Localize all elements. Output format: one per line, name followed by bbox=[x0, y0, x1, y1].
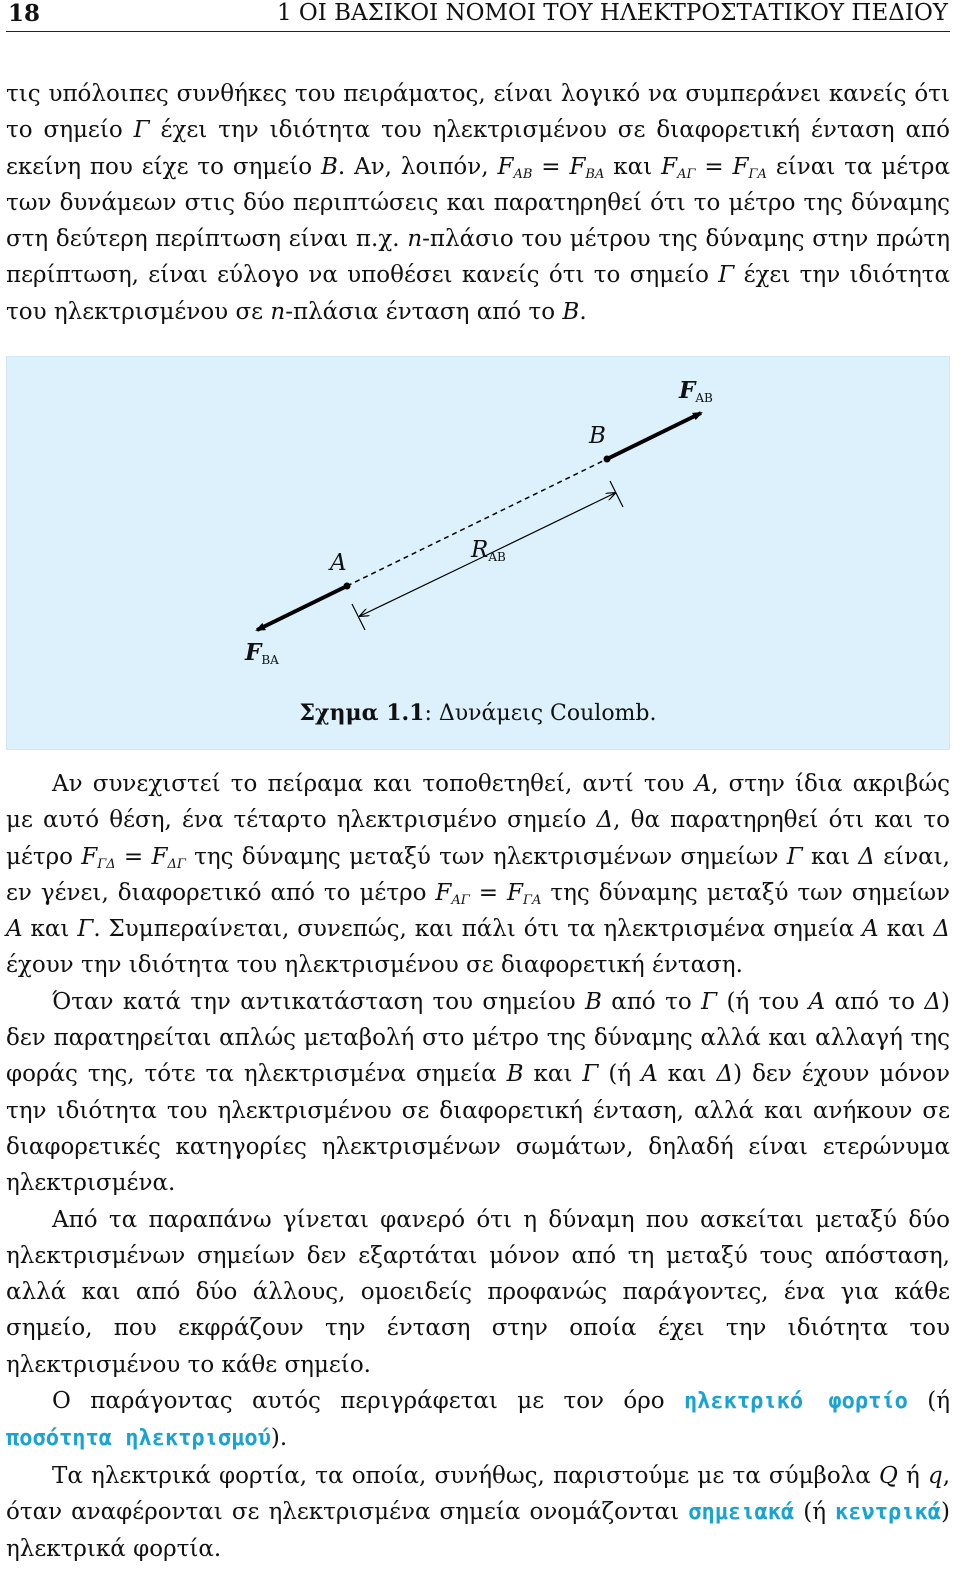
body-text-top bbox=[6, 76, 950, 330]
dashed-line-ab bbox=[347, 459, 607, 586]
page-number: 18 bbox=[8, 0, 41, 27]
label-force-ba: $F_{BA}$ bbox=[245, 639, 279, 667]
paragraph-2: Αν συνεχιστεί το πείραμα και τοποθετηθεί, αντί του A, στην ίδια ακριβώς με αυτό θέση, ένα τέταρτο ηλεκτρισμένο σημείο Δ, θα παρατηρηθεί ότι και το μέτρο $F_{\Gamma\Delta} = F_{\Delta\Gamma}$ της δύναμης μεταξύ των ηλεκτρισμένων σημείων Γ και Δ είναι, εν γένει, διαφορετικό από το μέτρο $F_{A\Gamma} = F_{\Gamma A}$ της δύναμης μεταξύ των σημείων A και Γ. Συμπεραίνεται, συνεπώς, και πάλι ότι τα ηλεκτρισμένα σημεία A και Δ έχουν την ιδιότητα του ηλεκτρισμένου σε διαφορετική ένταση. bbox=[6, 771, 951, 979]
label-point-b: B bbox=[589, 423, 606, 449]
dim-line-rab-2 bbox=[360, 555, 487, 616]
paragraph-5: Ο παράγοντας αυτός περιγράφεται με τον όρο ηλεκτρικό φορτίο (ή ποσότητα ηλεκτρισμού). bbox=[6, 1388, 950, 1452]
term-quantity-of-electricity: ποσότητα ηλεκτρισμού bbox=[6, 1426, 271, 1452]
point-a bbox=[344, 583, 351, 590]
chapter-title: 1 ΟΙ ΒΑΣΙΚΟΙ ΝΟΜΟΙ ΤΟΥ ΗΛΕΚΤΡΟΣΤΑΤΙΚΟΥ ΠΕΔΙΟΥ bbox=[276, 0, 948, 26]
force-arrow-fab bbox=[607, 413, 701, 459]
dim-tick-a bbox=[352, 604, 365, 630]
body-text-bottom bbox=[6, 766, 950, 1568]
term-central-charges: κεντρικά bbox=[835, 1499, 942, 1525]
paragraph-1: τις υπόλοιπες συνθήκες του πειράματος, είναι λογικό να συμπεράνει κανείς ότι το σημείο Γ έχει την ιδιότητα του ηλεκτρισμένου σε διαφορετική ένταση από εκείνη που είχε το σημείο B. Αν, λοιπόν, $F_{AB} = F_{BA}$ και $F_{A\Gamma} = F_{\Gamma A}$ είναι τα μέτρα των δυνάμεων στις δύο περιπτώσεις και παρατηρηθεί ότι το μέτρο της δύναμης στη δεύτερη περίπτωση είναι π.χ. n-πλάσιο του μέτρου της δύναμης στην πρώτη περίπτωση, είναι εύλογο να υποθέσει κανείς ότι το σημείο Γ έχει την ιδιότητα του ηλεκτρισμένου σε n-πλάσια ένταση από το B. bbox=[6, 81, 951, 325]
figure-caption bbox=[7, 700, 949, 726]
paragraph-6: Τα ηλεκτρικά φορτία, τα οποία, συνήθως, παριστούμε με τα σύμβολα Q ή q, όταν αναφέρονται σε ηλεκτρισμένα σημεία ονομάζονται σημειακά (ή κεντρικά) ηλεκτρικά φορτία. bbox=[6, 1462, 950, 1563]
caption-number: Σχημα 1.1 bbox=[299, 700, 425, 726]
running-header bbox=[6, 0, 950, 32]
dim-line-rab-1 bbox=[487, 493, 615, 555]
caption-text: : Δυνάμεις Coulomb. bbox=[424, 701, 657, 726]
paragraph-3: Όταν κατά την αντικατάσταση του σημείου B από το Γ (ή του A από το Δ) δεν παρατηρείται απλώς μεταβολή στο μέτρο της δύναμης αλλά και αλλαγή της φοράς της, τότε τα ηλεκτρισμένα σημεία B και Γ (ή A και Δ) δεν έχουν μόνον την ιδιότητα του ηλεκτρισμένου σε διαφορετική ένταση, αλλά και ανήκουν σε διαφορετικές κατηγορίες ηλεκτρισμένων σωμάτων, δηλαδή είναι ετερώνυμα ηλεκτρισμένα. bbox=[6, 988, 951, 1197]
label-distance-rab: $R_{AB}$ bbox=[471, 537, 506, 564]
term-point-charges: σημειακά bbox=[688, 1499, 795, 1525]
paragraph-4: Από τα παραπάνω γίνεται φανερό ότι η δύναμη που ασκείται μεταξύ δύο ηλεκτρισμένων σημείων δεν εξαρτάται μόνον από τη μεταξύ τους απόσταση, αλλά και από δύο άλλους, ομοειδείς προφανώς παράγοντες, ένα για κάθε σημείο, που εκφράζουν την ένταση στην οποία έχει την ιδιότητα του ηλεκτρισμένου το κάθε σημείο. bbox=[6, 1206, 950, 1378]
point-b bbox=[604, 456, 611, 463]
label-point-a: A bbox=[330, 550, 347, 576]
term-electric-charge: ηλεκτρικό φορτίο bbox=[683, 1389, 908, 1415]
force-arrow-fba bbox=[257, 586, 347, 630]
label-force-ab: $F_{AB}$ bbox=[679, 377, 713, 405]
figure-coulomb-forces bbox=[6, 356, 950, 750]
